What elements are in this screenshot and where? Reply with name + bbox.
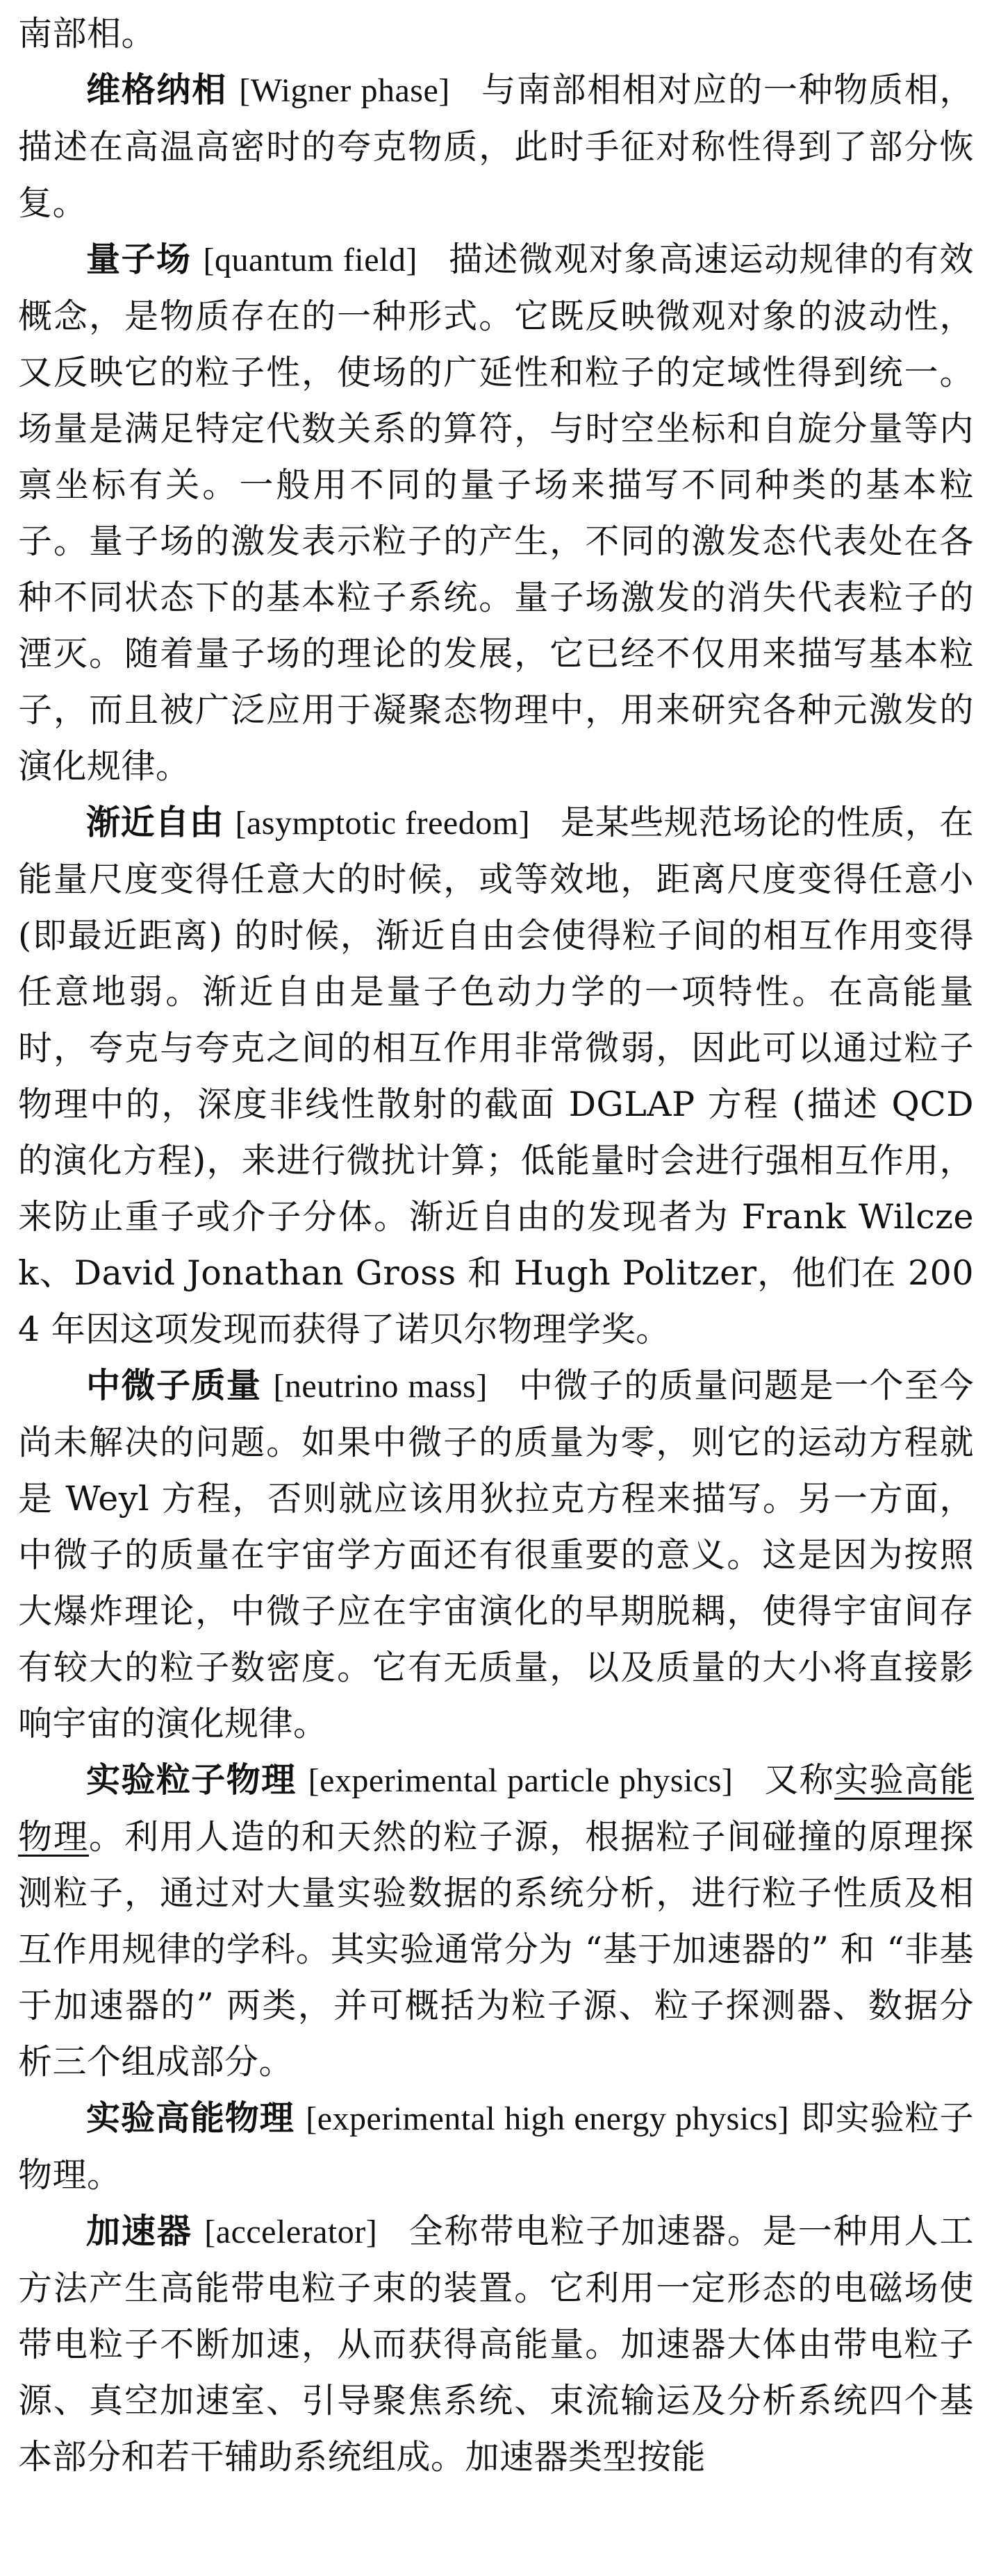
- entry-definition: 与南部相相对应的一种物质相，描述在高温高密时的夸克物质，此时手征对称性得到了部分恢复。: [18, 70, 974, 223]
- entry-term: 实验粒子物理: [86, 1760, 297, 1800]
- entry-term: 维格纳相: [86, 70, 227, 110]
- entry-asymptotic-freedom: [18, 794, 974, 1357]
- entry-paragraph: [18, 794, 974, 1357]
- entry-term: 渐近自由: [86, 803, 224, 842]
- entry-term: 实验高能物理: [86, 2098, 295, 2138]
- entry-definition: 是某些规范场论的性质，在能量尺度变得任意大的时候，或等效地，距离尺度变得任意小 (即最近距离) 的时候，渐近自由会使得粒子间的相互作用变得任意地弱。渐近自由是量子色动力学的一项特性。在高能量时，夸克与夸克之间的相互作用非常微弱，因此可以通过粒子物理中的，深度非线性散射的截面 DGLAP 方程 (描述 QCD 的演化方程)，来进行微扰计算；低能量时会进行强相互作用，来防止重子或介子分体。渐近自由的发现者为 Frank Wilczek、David Jonathan Gross 和 Hugh Politzer，他们在 2004 年因这项发现而获得了诺贝尔物理学奖。: [18, 803, 974, 1349]
- entry-neutrino-mass: [18, 1357, 974, 1752]
- entry-english-term: [Wigner phase]: [239, 72, 450, 109]
- entry-paragraph: [18, 62, 974, 231]
- entry-definition-prefix: 又称: [763, 1760, 835, 1800]
- entry-paragraph: [18, 1357, 974, 1752]
- entry-english-term: [neutrino mass]: [273, 1368, 488, 1405]
- cross-reference-link[interactable]: 实验高能物理: [18, 1760, 974, 1857]
- entry-definition: 。利用人造的和天然的粒子源，根据粒子间碰撞的原理探测粒子，通过对大量实验数据的系统分析，进行粒子性质及相互作用规律的学科。其实验通常分为 “基于加速器的” 和 “非基于加速器的” 两类，并可概括为粒子源、粒子探测器、数据分析三个组成部分。: [18, 1817, 974, 2082]
- entry-english-term: [asymptotic freedom]: [235, 805, 531, 842]
- entry-term: 中微子质量: [86, 1366, 262, 1405]
- entry-paragraph: [18, 2090, 974, 2203]
- entry-definition: 中微子的质量问题是一个至今尚未解决的问题。如果中微子的质量为零，则它的运动方程就是 Weyl 方程，否则就应该用狄拉克方程来描写。另一方面，中微子的质量在宇宙学方面还有很重要的意义。这是因为按照大爆炸理论，中微子应在宇宙演化的早期脱耦，使得宇宙间存有较大的粒子数密度。它有无质量，以及质量的大小将直接影响宇宙的演化规律。: [18, 1366, 974, 1743]
- entry-definition: 描述微观对象高速运动规律的有效概念，是物质存在的一种形式。它既反映微观对象的波动性，又反映它的粒子性，使场的广延性和粒子的定域性得到统一。场量是满足特定代数关系的算符，与时空坐标和自旋分量等内禀坐标有关。一般用不同的量子场来描写不同种类的基本粒子。量子场的激发表示粒子的产生，不同的激发态代表处在各种不同状态下的基本粒子系统。量子场激发的消失代表粒子的湮灭。随着量子场的理论的发展，它已经不仅用来描写基本粒子，而且被广泛应用于凝聚态物理中，用来研究各种元激发的演化规律。: [18, 240, 975, 786]
- entry-english-term: [experimental particle physics]: [308, 1762, 734, 1799]
- continued-text: 南部相。: [18, 14, 156, 53]
- entry-paragraph: [18, 231, 974, 794]
- entry-term: 量子场: [86, 240, 192, 279]
- entry-english-term: [experimental high energy physics]: [306, 2100, 790, 2137]
- entry-wigner-phase: [18, 62, 974, 231]
- entry-definition: 全称带电粒子加速器。是一种用人工方法产生高能带电粒子束的装置。它利用一定形态的电磁场使带电粒子不断加速，从而获得高能量。加速器大体由带电粒子源、真空加速室、引导聚焦系统、束流输运及分析系统四个基本部分和若干辅助系统组成。加速器类型按能: [18, 2211, 974, 2477]
- entry-quantum-field: [18, 231, 974, 794]
- entry-experimental-high-energy-physics: [18, 2090, 974, 2203]
- entry-accelerator: [18, 2203, 974, 2485]
- entry-definition: 即实验粒子物理。: [18, 2098, 974, 2195]
- entry-paragraph: [18, 2203, 974, 2485]
- entry-english-term: [accelerator]: [204, 2214, 378, 2250]
- entry-english-term: [quantum field]: [203, 242, 417, 278]
- entry-paragraph: [18, 1752, 974, 2090]
- entry-experimental-particle-physics: [18, 1752, 974, 2090]
- entry-term: 加速器: [86, 2211, 192, 2251]
